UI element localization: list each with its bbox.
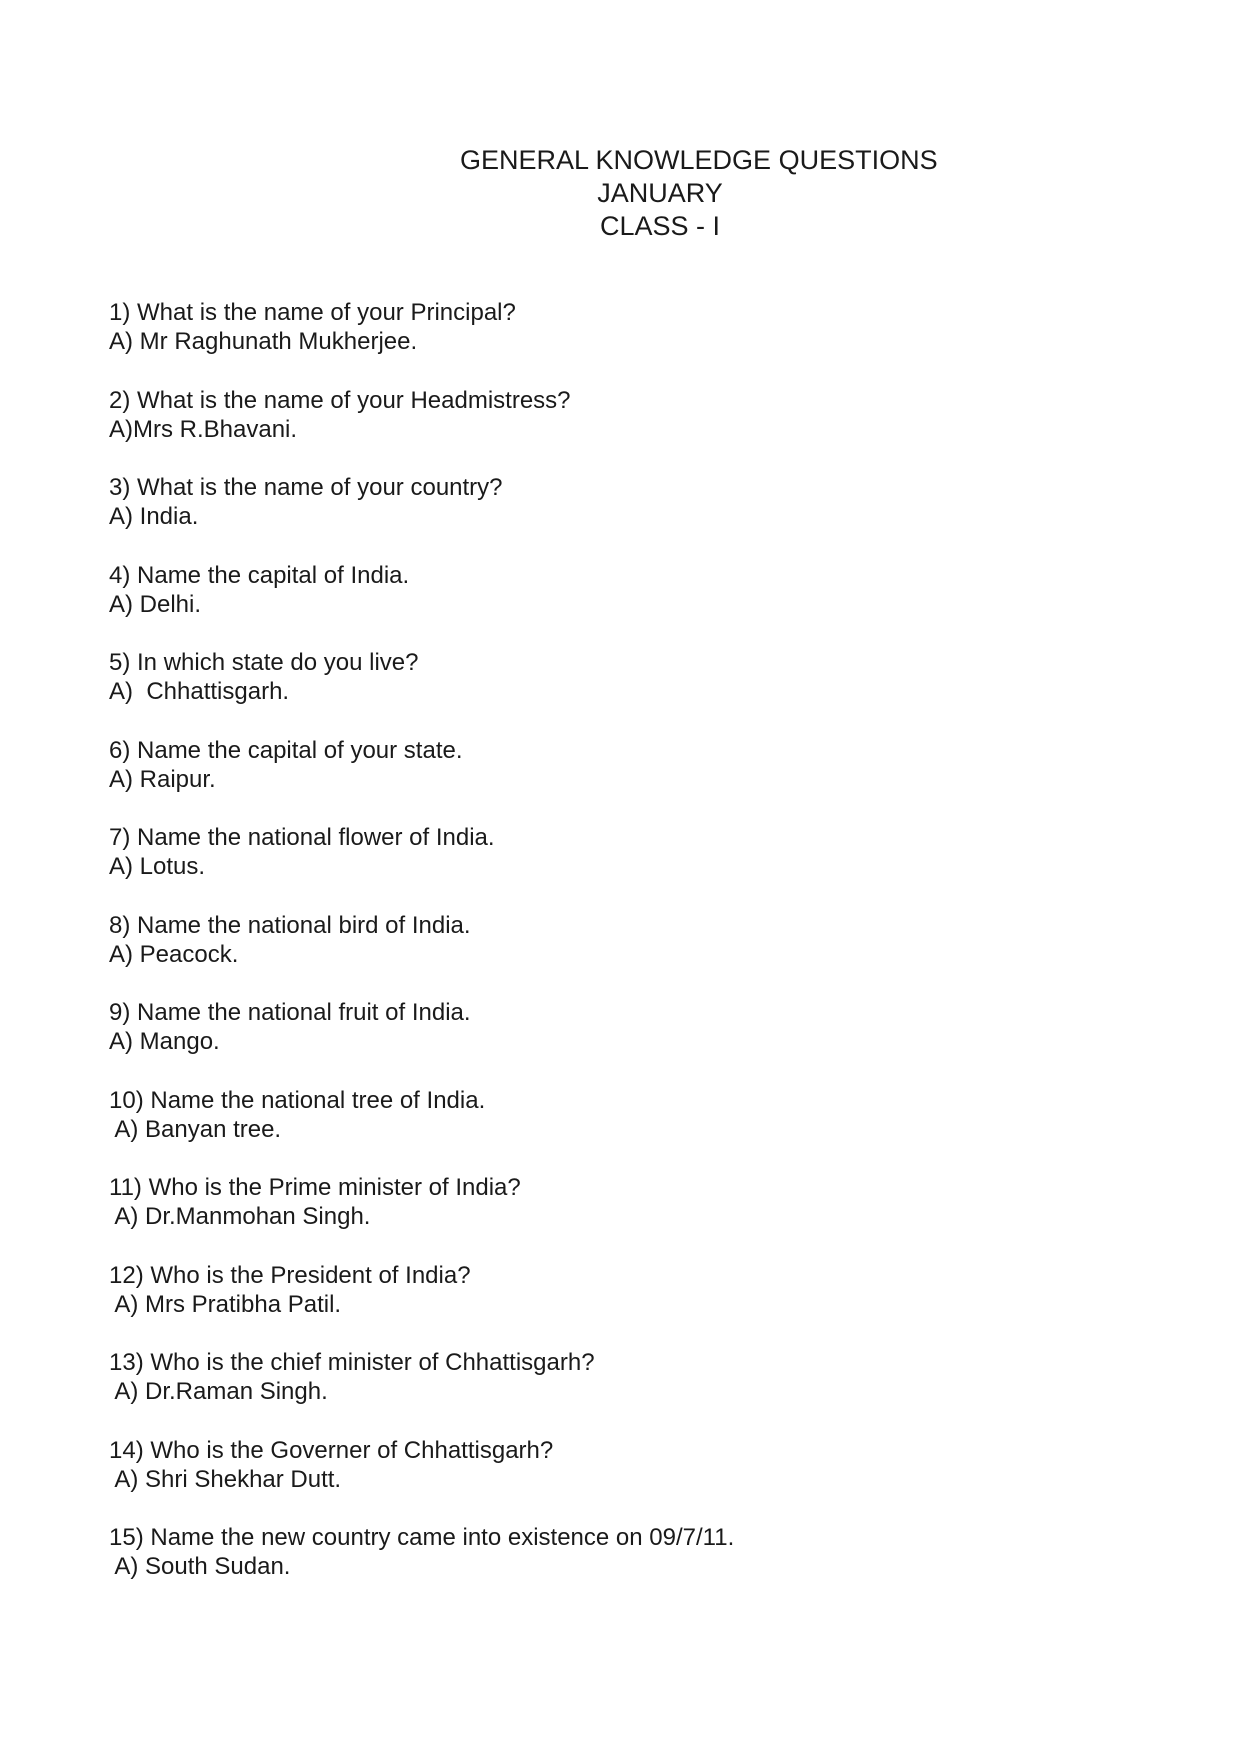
question-text: 15) Name the new country came into existence on 09/7/11. xyxy=(109,1524,735,1551)
qa-item xyxy=(109,561,1129,649)
question-text: 5) In which state do you live? xyxy=(109,649,419,676)
qa-item xyxy=(109,473,1129,561)
qa-item xyxy=(109,911,1129,999)
question-text: 11) Who is the Prime minister of India? xyxy=(109,1174,521,1201)
answer-text: A) India. xyxy=(109,503,199,530)
answer-text: A) Raipur. xyxy=(109,765,216,793)
question-text: 9) Name the national fruit of India. xyxy=(109,999,471,1026)
answer-text: A) Mango. xyxy=(109,1028,220,1055)
question-text: 12) Who is the President of India? xyxy=(109,1261,471,1289)
answer-text: A) Banyan tree. xyxy=(109,1115,282,1143)
answer-text: A) South Sudan. xyxy=(109,1553,291,1580)
question-text: 7) Name the national flower of India. xyxy=(109,824,495,851)
qa-item xyxy=(109,298,1129,386)
qa-item xyxy=(109,1086,1129,1174)
question-text: 8) Name the national bird of India. xyxy=(109,911,471,939)
question-text: 1) What is the name of your Principal? xyxy=(109,299,516,326)
question-text: 10) Name the national tree of India. xyxy=(109,1086,486,1114)
answer-text: A) Lotus. xyxy=(109,853,206,880)
qa-item xyxy=(109,386,1129,474)
qa-item xyxy=(109,1348,1129,1436)
qa-item xyxy=(109,1523,1129,1611)
answer-text: A) Shri Shekhar Dutt. xyxy=(109,1465,342,1493)
qa-item xyxy=(109,736,1129,824)
answer-text: A) Chhattisgarh. xyxy=(109,678,290,705)
answer-text: A)Mrs R.Bhavani. xyxy=(109,415,298,443)
question-text: 2) What is the name of your Headmistress? xyxy=(109,386,571,414)
qa-item xyxy=(109,823,1129,911)
answer-text: A) Dr.Raman Singh. xyxy=(109,1378,328,1405)
answer-text: A) Mrs Pratibha Patil. xyxy=(109,1290,342,1318)
question-text: 14) Who is the Governer of Chhattisgarh? xyxy=(109,1436,554,1464)
qa-item xyxy=(109,998,1129,1086)
question-text: 13) Who is the chief minister of Chhattisgarh? xyxy=(109,1349,595,1376)
answer-text: A) Delhi. xyxy=(109,590,202,618)
document-header xyxy=(460,144,938,243)
answer-text: A) Dr.Manmohan Singh. xyxy=(109,1203,371,1230)
answer-text: A) Peacock. xyxy=(109,940,239,968)
qa-item xyxy=(109,1173,1129,1261)
document-class: CLASS - I xyxy=(599,211,721,241)
qa-item xyxy=(109,1436,1129,1524)
qa-item xyxy=(109,648,1129,736)
answer-text: A) Mr Raghunath Mukherjee. xyxy=(109,328,418,355)
question-text: 6) Name the capital of your state. xyxy=(109,736,463,764)
question-text: 4) Name the capital of India. xyxy=(109,561,410,589)
qa-item xyxy=(109,1261,1129,1349)
question-text: 3) What is the name of your country? xyxy=(109,474,503,501)
question-list xyxy=(109,298,1129,1611)
document-title: GENERAL KNOWLEDGE QUESTIONS xyxy=(460,145,938,175)
document-month: JANUARY xyxy=(597,178,723,208)
